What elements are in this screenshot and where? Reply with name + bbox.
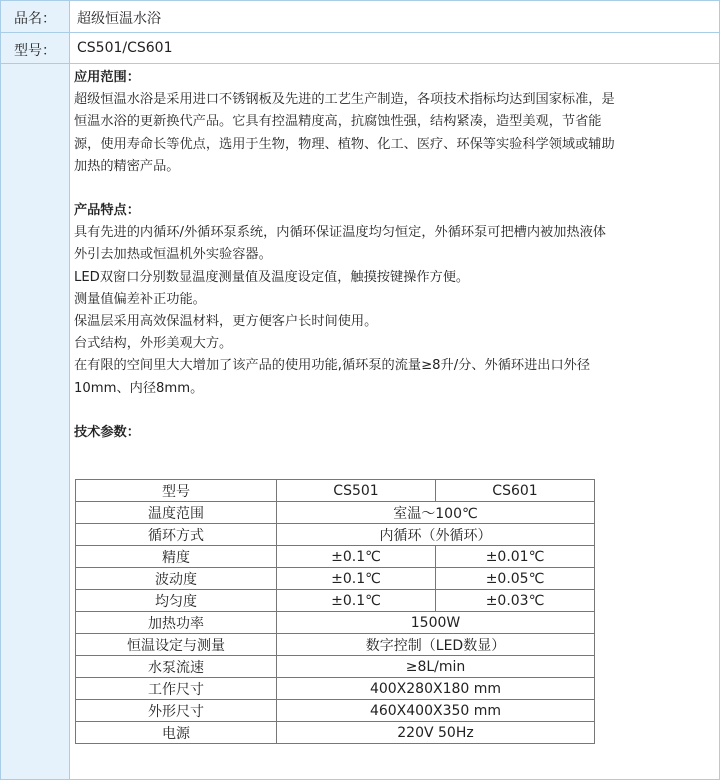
spec-value-cell: ±0.1℃ [277, 546, 436, 568]
spec-value-cell: 460X400X350 mm [277, 700, 595, 722]
spec-param-cell: 电源 [76, 722, 277, 744]
feature-line: 测量值偏差补正功能。 [74, 291, 206, 307]
spec-value-cell: ±0.05℃ [436, 568, 595, 590]
model-label: 型号： [14, 43, 56, 59]
product-name-value: 超级恒温水浴 [77, 11, 161, 27]
table-row [76, 546, 595, 568]
application-line: 源，使用寿命长等优点，选用于生物，物理、植物、化工、医疗、环保等实验科学领域或辅助 [74, 136, 615, 152]
table-row [76, 568, 595, 590]
table-row [76, 612, 595, 634]
application-heading: 应用范围： [74, 70, 140, 85]
spec-value-cell: 220V 50Hz [277, 722, 595, 744]
feature-line: 10mm、内径8mm。 [74, 380, 204, 396]
table-row [76, 524, 595, 546]
table-row [76, 656, 595, 678]
description-content [74, 67, 718, 444]
feature-line: LED双窗口分别数显温度测量值及温度设定值，触摸按键操作方便。 [74, 269, 470, 285]
spec-table [75, 479, 595, 744]
spec-value-cell: 1500W [277, 612, 595, 634]
spec-value-cell: 数字控制（LED数显） [277, 634, 595, 656]
spec-param-cell: 波动度 [76, 568, 277, 590]
row-divider [1, 32, 719, 33]
spec-param-cell: 精度 [76, 546, 277, 568]
table-row [76, 590, 595, 612]
product-name-label: 品名： [14, 11, 56, 27]
feature-line: 外引去加热或恒温机外实验容器。 [74, 247, 272, 263]
application-line: 恒温水浴的更新换代产品。它具有控温精度高，抗腐蚀性强，结构紧凑，造型美观，节省能 [74, 114, 602, 130]
feature-line: 在有限的空间里大大增加了该产品的使用功能,循环泵的流量≥8升/分、外循环进出口外径 [74, 358, 591, 374]
spec-value-cell: ≥8L/min [277, 656, 595, 678]
spec-value-cell: 内循环（外循环） [277, 524, 595, 546]
spec-value-cell: CS601 [436, 480, 595, 502]
table-row [76, 502, 595, 524]
specs-heading: 技术参数： [74, 424, 140, 440]
feature-line: 保温层采用高效保温材料，更方便客户长时间使用。 [74, 314, 378, 330]
table-row [76, 722, 595, 744]
application-line: 超级恒温水浴是采用进口不锈钢板及先进的工艺生产制造，各项技术指标均达到国家标准，是 [74, 92, 615, 108]
table-row [76, 634, 595, 656]
spec-param-cell: 工作尺寸 [76, 678, 277, 700]
spec-param-cell: 循环方式 [76, 524, 277, 546]
spec-param-cell: 恒温设定与测量 [76, 634, 277, 656]
application-line: 加热的精密产品。 [74, 158, 180, 174]
table-row [76, 678, 595, 700]
spec-value-cell: CS501 [277, 480, 436, 502]
table-row [76, 480, 595, 502]
model-value: CS501/CS601 [77, 40, 173, 56]
spec-param-cell: 加热功率 [76, 612, 277, 634]
row-divider [1, 63, 719, 64]
spec-param-cell: 温度范围 [76, 502, 277, 524]
label-column [1, 1, 70, 779]
table-row [76, 700, 595, 722]
spec-value-cell: ±0.01℃ [436, 546, 595, 568]
spec-value-cell: 室温～100℃ [277, 502, 595, 524]
spec-value-cell: 400X280X180 mm [277, 678, 595, 700]
spec-value-cell: ±0.03℃ [436, 590, 595, 612]
feature-line: 台式结构，外形美观大方。 [74, 336, 233, 352]
spec-param-cell: 外形尺寸 [76, 700, 277, 722]
feature-line: 具有先进的内循环/外循环泵系统，内循环保证温度均匀恒定，外循环泵可把槽内被加热液体 [74, 225, 606, 241]
spec-value-cell: ±0.1℃ [277, 568, 436, 590]
spec-param-cell: 均匀度 [76, 590, 277, 612]
spec-param-cell: 型号 [76, 480, 277, 502]
spec-param-cell: 水泵流速 [76, 656, 277, 678]
spec-value-cell: ±0.1℃ [277, 590, 436, 612]
features-heading: 产品特点： [74, 203, 140, 219]
